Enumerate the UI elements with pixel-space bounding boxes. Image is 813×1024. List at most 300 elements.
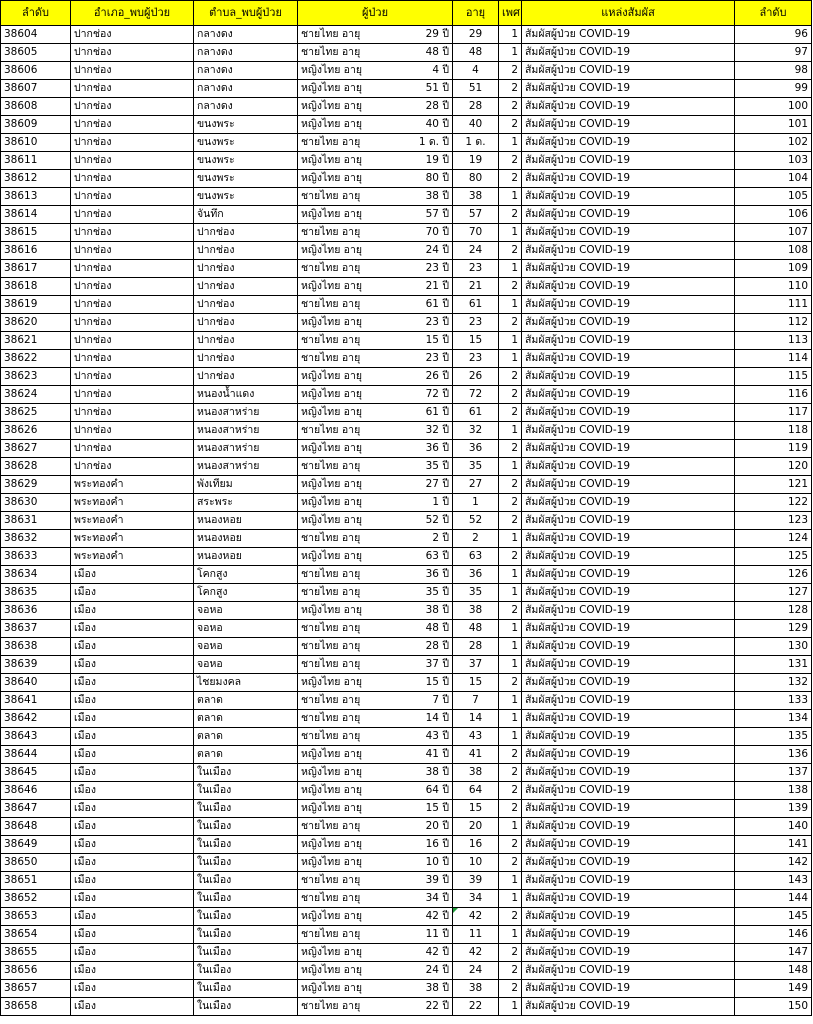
cell-seq[interactable]: 122 bbox=[735, 494, 812, 512]
cell-age[interactable] bbox=[453, 206, 499, 224]
cell-age[interactable] bbox=[453, 494, 499, 512]
cell-no[interactable]: 38620 bbox=[1, 314, 71, 332]
cell-seq[interactable]: 119 bbox=[735, 440, 812, 458]
cell-no[interactable]: 38641 bbox=[1, 692, 71, 710]
cell-district[interactable]: เมือง bbox=[71, 782, 194, 800]
cell-no[interactable]: 38656 bbox=[1, 962, 71, 980]
cell-patient[interactable] bbox=[298, 476, 453, 494]
cell-sex[interactable]: 1 bbox=[499, 872, 522, 890]
cell-subdistrict[interactable]: หนองสาหร่าย bbox=[194, 458, 298, 476]
cell-source[interactable]: สัมผัสผู้ป่วย COVID-19 bbox=[522, 908, 735, 926]
cell-sex[interactable]: 2 bbox=[499, 962, 522, 980]
cell-age[interactable] bbox=[453, 260, 499, 278]
cell-no[interactable]: 38613 bbox=[1, 188, 71, 206]
cell-patient[interactable] bbox=[298, 440, 453, 458]
cell-no[interactable]: 38643 bbox=[1, 728, 71, 746]
cell-source[interactable]: สัมผัสผู้ป่วย COVID-19 bbox=[522, 332, 735, 350]
cell-no[interactable]: 38629 bbox=[1, 476, 71, 494]
cell-no[interactable]: 38638 bbox=[1, 638, 71, 656]
cell-patient[interactable] bbox=[298, 170, 453, 188]
cell-sex[interactable]: 1 bbox=[499, 26, 522, 44]
cell-no[interactable]: 38614 bbox=[1, 206, 71, 224]
cell-subdistrict[interactable]: ในเมือง bbox=[194, 764, 298, 782]
cell-district[interactable]: ปากช่อง bbox=[71, 98, 194, 116]
cell-sex[interactable]: 1 bbox=[499, 458, 522, 476]
cell-patient[interactable] bbox=[298, 656, 453, 674]
cell-district[interactable]: ปากช่อง bbox=[71, 458, 194, 476]
cell-district[interactable]: เมือง bbox=[71, 602, 194, 620]
cell-sex[interactable]: 1 bbox=[499, 188, 522, 206]
cell-patient[interactable] bbox=[298, 530, 453, 548]
cell-age[interactable] bbox=[453, 350, 499, 368]
cell-age[interactable] bbox=[453, 746, 499, 764]
cell-no[interactable]: 38649 bbox=[1, 836, 71, 854]
cell-seq[interactable]: 109 bbox=[735, 260, 812, 278]
cell-seq[interactable]: 120 bbox=[735, 458, 812, 476]
cell-subdistrict[interactable]: หนองหอย bbox=[194, 548, 298, 566]
cell-seq[interactable]: 108 bbox=[735, 242, 812, 260]
cell-source[interactable]: สัมผัสผู้ป่วย COVID-19 bbox=[522, 206, 735, 224]
cell-age[interactable] bbox=[453, 422, 499, 440]
cell-source[interactable]: สัมผัสผู้ป่วย COVID-19 bbox=[522, 980, 735, 998]
cell-seq[interactable]: 139 bbox=[735, 800, 812, 818]
cell-age[interactable] bbox=[453, 800, 499, 818]
cell-age[interactable] bbox=[453, 620, 499, 638]
cell-source[interactable]: สัมผัสผู้ป่วย COVID-19 bbox=[522, 350, 735, 368]
cell-sex[interactable]: 1 bbox=[499, 350, 522, 368]
cell-district[interactable]: ปากช่อง bbox=[71, 422, 194, 440]
cell-sex[interactable]: 2 bbox=[499, 746, 522, 764]
cell-seq[interactable]: 150 bbox=[735, 998, 812, 1016]
cell-source[interactable]: สัมผัสผู้ป่วย COVID-19 bbox=[522, 584, 735, 602]
cell-source[interactable]: สัมผัสผู้ป่วย COVID-19 bbox=[522, 800, 735, 818]
header-no[interactable]: ลำดับ bbox=[1, 1, 71, 26]
cell-subdistrict[interactable]: หนองหอย bbox=[194, 512, 298, 530]
cell-seq[interactable]: 114 bbox=[735, 350, 812, 368]
cell-patient[interactable] bbox=[298, 818, 453, 836]
cell-age[interactable] bbox=[453, 440, 499, 458]
cell-sex[interactable]: 2 bbox=[499, 674, 522, 692]
cell-subdistrict[interactable]: ขนงพระ bbox=[194, 134, 298, 152]
cell-subdistrict[interactable]: จอหอ bbox=[194, 602, 298, 620]
cell-no[interactable]: 38644 bbox=[1, 746, 71, 764]
cell-seq[interactable]: 121 bbox=[735, 476, 812, 494]
cell-subdistrict[interactable]: กลางดง bbox=[194, 62, 298, 80]
cell-source[interactable]: สัมผัสผู้ป่วย COVID-19 bbox=[522, 710, 735, 728]
cell-sex[interactable]: 1 bbox=[499, 620, 522, 638]
cell-district[interactable]: พระทองคำ bbox=[71, 512, 194, 530]
cell-age[interactable] bbox=[453, 584, 499, 602]
cell-subdistrict[interactable]: ตลาด bbox=[194, 746, 298, 764]
cell-patient[interactable] bbox=[298, 98, 453, 116]
cell-subdistrict[interactable]: ปากช่อง bbox=[194, 314, 298, 332]
cell-seq[interactable]: 126 bbox=[735, 566, 812, 584]
cell-sex[interactable]: 2 bbox=[499, 908, 522, 926]
cell-sex[interactable]: 2 bbox=[499, 278, 522, 296]
cell-no[interactable]: 38619 bbox=[1, 296, 71, 314]
cell-subdistrict[interactable]: โคกสูง bbox=[194, 584, 298, 602]
cell-no[interactable]: 38657 bbox=[1, 980, 71, 998]
cell-no[interactable]: 38634 bbox=[1, 566, 71, 584]
cell-district[interactable]: ปากช่อง bbox=[71, 404, 194, 422]
cell-sex[interactable]: 2 bbox=[499, 854, 522, 872]
cell-district[interactable]: ปากช่อง bbox=[71, 62, 194, 80]
cell-subdistrict[interactable]: ในเมือง bbox=[194, 944, 298, 962]
cell-age[interactable] bbox=[453, 62, 499, 80]
header-sex[interactable]: เพศ bbox=[499, 1, 522, 26]
cell-district[interactable]: เมือง bbox=[71, 746, 194, 764]
cell-source[interactable]: สัมผัสผู้ป่วย COVID-19 bbox=[522, 278, 735, 296]
cell-age[interactable] bbox=[453, 872, 499, 890]
cell-sex[interactable]: 2 bbox=[499, 800, 522, 818]
cell-no[interactable]: 38615 bbox=[1, 224, 71, 242]
cell-patient[interactable] bbox=[298, 332, 453, 350]
cell-source[interactable]: สัมผัสผู้ป่วย COVID-19 bbox=[522, 116, 735, 134]
cell-seq[interactable]: 134 bbox=[735, 710, 812, 728]
cell-sex[interactable]: 2 bbox=[499, 386, 522, 404]
cell-patient[interactable] bbox=[298, 926, 453, 944]
cell-no[interactable]: 38651 bbox=[1, 872, 71, 890]
cell-source[interactable]: สัมผัสผู้ป่วย COVID-19 bbox=[522, 404, 735, 422]
cell-seq[interactable]: 117 bbox=[735, 404, 812, 422]
cell-district[interactable]: เมือง bbox=[71, 620, 194, 638]
cell-patient[interactable] bbox=[298, 368, 453, 386]
cell-seq[interactable]: 124 bbox=[735, 530, 812, 548]
cell-subdistrict[interactable]: ในเมือง bbox=[194, 998, 298, 1016]
cell-patient[interactable] bbox=[298, 602, 453, 620]
cell-patient[interactable] bbox=[298, 350, 453, 368]
cell-subdistrict[interactable]: ในเมือง bbox=[194, 980, 298, 998]
cell-sex[interactable]: 1 bbox=[499, 638, 522, 656]
cell-sex[interactable]: 2 bbox=[499, 764, 522, 782]
cell-age[interactable] bbox=[453, 728, 499, 746]
cell-sex[interactable]: 2 bbox=[499, 242, 522, 260]
cell-district[interactable]: ปากช่อง bbox=[71, 260, 194, 278]
cell-no[interactable]: 38636 bbox=[1, 602, 71, 620]
cell-subdistrict[interactable]: จอหอ bbox=[194, 620, 298, 638]
cell-age[interactable] bbox=[453, 44, 499, 62]
cell-patient[interactable] bbox=[298, 260, 453, 278]
cell-seq[interactable]: 123 bbox=[735, 512, 812, 530]
cell-no[interactable]: 38625 bbox=[1, 404, 71, 422]
cell-patient[interactable] bbox=[298, 422, 453, 440]
cell-subdistrict[interactable]: ปากช่อง bbox=[194, 242, 298, 260]
cell-district[interactable]: เมือง bbox=[71, 656, 194, 674]
cell-no[interactable]: 38652 bbox=[1, 890, 71, 908]
cell-subdistrict[interactable]: ขนงพระ bbox=[194, 188, 298, 206]
cell-district[interactable]: เมือง bbox=[71, 764, 194, 782]
cell-subdistrict[interactable]: ในเมือง bbox=[194, 872, 298, 890]
cell-sex[interactable]: 1 bbox=[499, 728, 522, 746]
cell-patient[interactable] bbox=[298, 728, 453, 746]
cell-patient[interactable] bbox=[298, 746, 453, 764]
cell-patient[interactable] bbox=[298, 800, 453, 818]
cell-source[interactable]: สัมผัสผู้ป่วย COVID-19 bbox=[522, 44, 735, 62]
cell-subdistrict[interactable]: ปากช่อง bbox=[194, 278, 298, 296]
cell-district[interactable]: ปากช่อง bbox=[71, 170, 194, 188]
cell-patient[interactable] bbox=[298, 962, 453, 980]
cell-subdistrict[interactable]: จอหอ bbox=[194, 656, 298, 674]
cell-no[interactable]: 38618 bbox=[1, 278, 71, 296]
cell-sex[interactable]: 2 bbox=[499, 116, 522, 134]
cell-no[interactable]: 38642 bbox=[1, 710, 71, 728]
cell-district[interactable]: ปากช่อง bbox=[71, 188, 194, 206]
cell-district[interactable]: เมือง bbox=[71, 728, 194, 746]
cell-source[interactable]: สัมผัสผู้ป่วย COVID-19 bbox=[522, 368, 735, 386]
cell-patient[interactable] bbox=[298, 764, 453, 782]
cell-patient[interactable] bbox=[298, 116, 453, 134]
cell-sex[interactable]: 1 bbox=[499, 224, 522, 242]
cell-age[interactable] bbox=[453, 314, 499, 332]
cell-age[interactable] bbox=[453, 278, 499, 296]
cell-sex[interactable]: 2 bbox=[499, 206, 522, 224]
cell-district[interactable]: เมือง bbox=[71, 566, 194, 584]
cell-patient[interactable] bbox=[298, 980, 453, 998]
cell-patient[interactable] bbox=[298, 998, 453, 1016]
cell-age[interactable] bbox=[453, 404, 499, 422]
cell-patient[interactable] bbox=[298, 224, 453, 242]
cell-seq[interactable]: 115 bbox=[735, 368, 812, 386]
cell-sex[interactable]: 2 bbox=[499, 782, 522, 800]
cell-sex[interactable]: 1 bbox=[499, 998, 522, 1016]
cell-patient[interactable] bbox=[298, 242, 453, 260]
cell-sex[interactable]: 1 bbox=[499, 656, 522, 674]
cell-seq[interactable]: 116 bbox=[735, 386, 812, 404]
cell-subdistrict[interactable]: ในเมือง bbox=[194, 890, 298, 908]
cell-district[interactable]: เมือง bbox=[71, 926, 194, 944]
cell-subdistrict[interactable]: ปากช่อง bbox=[194, 296, 298, 314]
cell-source[interactable]: สัมผัสผู้ป่วย COVID-19 bbox=[522, 386, 735, 404]
cell-patient[interactable] bbox=[298, 512, 453, 530]
cell-source[interactable]: สัมผัสผู้ป่วย COVID-19 bbox=[522, 962, 735, 980]
cell-no[interactable]: 38608 bbox=[1, 98, 71, 116]
cell-district[interactable]: เมือง bbox=[71, 638, 194, 656]
cell-source[interactable]: สัมผัสผู้ป่วย COVID-19 bbox=[522, 728, 735, 746]
cell-subdistrict[interactable]: ตลาด bbox=[194, 728, 298, 746]
cell-seq[interactable]: 128 bbox=[735, 602, 812, 620]
cell-patient[interactable] bbox=[298, 548, 453, 566]
cell-age[interactable] bbox=[453, 944, 499, 962]
cell-patient[interactable] bbox=[298, 620, 453, 638]
cell-no[interactable]: 38650 bbox=[1, 854, 71, 872]
cell-source[interactable]: สัมผัสผู้ป่วย COVID-19 bbox=[522, 674, 735, 692]
header-age[interactable]: อายุ bbox=[453, 1, 499, 26]
cell-district[interactable]: ปากช่อง bbox=[71, 296, 194, 314]
cell-subdistrict[interactable]: หนองสาหร่าย bbox=[194, 440, 298, 458]
cell-source[interactable]: สัมผัสผู้ป่วย COVID-19 bbox=[522, 764, 735, 782]
cell-no[interactable]: 38639 bbox=[1, 656, 71, 674]
cell-sex[interactable]: 1 bbox=[499, 710, 522, 728]
cell-no[interactable]: 38612 bbox=[1, 170, 71, 188]
cell-sex[interactable]: 1 bbox=[499, 296, 522, 314]
cell-district[interactable]: เมือง bbox=[71, 710, 194, 728]
cell-district[interactable]: ปากช่อง bbox=[71, 386, 194, 404]
cell-source[interactable]: สัมผัสผู้ป่วย COVID-19 bbox=[522, 314, 735, 332]
cell-source[interactable]: สัมผัสผู้ป่วย COVID-19 bbox=[522, 782, 735, 800]
cell-age[interactable] bbox=[453, 692, 499, 710]
cell-seq[interactable]: 101 bbox=[735, 116, 812, 134]
cell-seq[interactable]: 104 bbox=[735, 170, 812, 188]
cell-no[interactable]: 38616 bbox=[1, 242, 71, 260]
cell-source[interactable]: สัมผัสผู้ป่วย COVID-19 bbox=[522, 440, 735, 458]
cell-patient[interactable] bbox=[298, 944, 453, 962]
cell-sex[interactable]: 1 bbox=[499, 332, 522, 350]
cell-patient[interactable] bbox=[298, 872, 453, 890]
cell-age[interactable] bbox=[453, 386, 499, 404]
cell-sex[interactable]: 2 bbox=[499, 62, 522, 80]
cell-district[interactable]: เมือง bbox=[71, 818, 194, 836]
cell-no[interactable]: 38648 bbox=[1, 818, 71, 836]
cell-seq[interactable]: 140 bbox=[735, 818, 812, 836]
cell-district[interactable]: ปากช่อง bbox=[71, 26, 194, 44]
cell-patient[interactable] bbox=[298, 26, 453, 44]
cell-age[interactable] bbox=[453, 296, 499, 314]
cell-sex[interactable]: 2 bbox=[499, 440, 522, 458]
cell-no[interactable]: 38607 bbox=[1, 80, 71, 98]
cell-seq[interactable]: 96 bbox=[735, 26, 812, 44]
cell-patient[interactable] bbox=[298, 458, 453, 476]
cell-no[interactable]: 38628 bbox=[1, 458, 71, 476]
cell-sex[interactable]: 2 bbox=[499, 944, 522, 962]
cell-source[interactable]: สัมผัสผู้ป่วย COVID-19 bbox=[522, 134, 735, 152]
cell-no[interactable]: 38645 bbox=[1, 764, 71, 782]
cell-source[interactable]: สัมผัสผู้ป่วย COVID-19 bbox=[522, 926, 735, 944]
cell-subdistrict[interactable]: จันทึก bbox=[194, 206, 298, 224]
cell-sex[interactable]: 2 bbox=[499, 836, 522, 854]
cell-subdistrict[interactable]: กลางดง bbox=[194, 26, 298, 44]
cell-district[interactable]: พระทองคำ bbox=[71, 476, 194, 494]
cell-seq[interactable]: 144 bbox=[735, 890, 812, 908]
cell-age[interactable] bbox=[453, 98, 499, 116]
cell-no[interactable]: 38630 bbox=[1, 494, 71, 512]
cell-district[interactable]: เมือง bbox=[71, 908, 194, 926]
cell-source[interactable]: สัมผัสผู้ป่วย COVID-19 bbox=[522, 602, 735, 620]
cell-subdistrict[interactable]: ปากช่อง bbox=[194, 350, 298, 368]
cell-subdistrict[interactable]: ในเมือง bbox=[194, 962, 298, 980]
cell-district[interactable]: ปากช่อง bbox=[71, 224, 194, 242]
cell-source[interactable]: สัมผัสผู้ป่วย COVID-19 bbox=[522, 854, 735, 872]
cell-age[interactable] bbox=[453, 242, 499, 260]
cell-no[interactable]: 38635 bbox=[1, 584, 71, 602]
cell-sex[interactable]: 1 bbox=[499, 926, 522, 944]
cell-age[interactable] bbox=[453, 854, 499, 872]
cell-seq[interactable]: 107 bbox=[735, 224, 812, 242]
cell-patient[interactable] bbox=[298, 296, 453, 314]
cell-age[interactable] bbox=[453, 818, 499, 836]
cell-no[interactable]: 38610 bbox=[1, 134, 71, 152]
cell-subdistrict[interactable]: ในเมือง bbox=[194, 818, 298, 836]
cell-age[interactable] bbox=[453, 188, 499, 206]
cell-subdistrict[interactable]: ปากช่อง bbox=[194, 368, 298, 386]
cell-district[interactable]: เมือง bbox=[71, 836, 194, 854]
cell-age[interactable] bbox=[453, 710, 499, 728]
cell-source[interactable]: สัมผัสผู้ป่วย COVID-19 bbox=[522, 746, 735, 764]
cell-age[interactable] bbox=[453, 656, 499, 674]
cell-district[interactable]: ปากช่อง bbox=[71, 116, 194, 134]
cell-district[interactable]: ปากช่อง bbox=[71, 368, 194, 386]
cell-source[interactable]: สัมผัสผู้ป่วย COVID-19 bbox=[522, 872, 735, 890]
cell-seq[interactable]: 103 bbox=[735, 152, 812, 170]
cell-patient[interactable] bbox=[298, 152, 453, 170]
cell-patient[interactable] bbox=[298, 188, 453, 206]
cell-seq[interactable]: 99 bbox=[735, 80, 812, 98]
cell-no[interactable]: 38622 bbox=[1, 350, 71, 368]
cell-district[interactable]: เมือง bbox=[71, 872, 194, 890]
cell-age[interactable] bbox=[453, 80, 499, 98]
cell-patient[interactable] bbox=[298, 314, 453, 332]
cell-age[interactable] bbox=[453, 152, 499, 170]
cell-no[interactable]: 38646 bbox=[1, 782, 71, 800]
cell-source[interactable]: สัมผัสผู้ป่วย COVID-19 bbox=[522, 548, 735, 566]
cell-patient[interactable] bbox=[298, 890, 453, 908]
cell-source[interactable]: สัมผัสผู้ป่วย COVID-19 bbox=[522, 638, 735, 656]
cell-patient[interactable] bbox=[298, 674, 453, 692]
cell-seq[interactable]: 106 bbox=[735, 206, 812, 224]
header-district[interactable]: อำเภอ_พบผู้ป่วย bbox=[71, 1, 194, 26]
cell-district[interactable]: พระทองคำ bbox=[71, 548, 194, 566]
cell-seq[interactable]: 148 bbox=[735, 962, 812, 980]
cell-seq[interactable]: 137 bbox=[735, 764, 812, 782]
cell-patient[interactable] bbox=[298, 836, 453, 854]
cell-patient[interactable] bbox=[298, 404, 453, 422]
cell-source[interactable]: สัมผัสผู้ป่วย COVID-19 bbox=[522, 458, 735, 476]
cell-sex[interactable]: 1 bbox=[499, 566, 522, 584]
cell-no[interactable]: 38647 bbox=[1, 800, 71, 818]
cell-sex[interactable]: 2 bbox=[499, 368, 522, 386]
cell-sex[interactable]: 2 bbox=[499, 80, 522, 98]
cell-district[interactable]: ปากช่อง bbox=[71, 152, 194, 170]
cell-age[interactable] bbox=[453, 980, 499, 998]
cell-sex[interactable]: 2 bbox=[499, 548, 522, 566]
cell-source[interactable]: สัมผัสผู้ป่วย COVID-19 bbox=[522, 476, 735, 494]
cell-district[interactable]: ปากช่อง bbox=[71, 80, 194, 98]
cell-seq[interactable]: 125 bbox=[735, 548, 812, 566]
cell-age[interactable] bbox=[453, 332, 499, 350]
cell-seq[interactable]: 141 bbox=[735, 836, 812, 854]
cell-sex[interactable]: 2 bbox=[499, 170, 522, 188]
cell-seq[interactable]: 147 bbox=[735, 944, 812, 962]
cell-source[interactable]: สัมผัสผู้ป่วย COVID-19 bbox=[522, 224, 735, 242]
cell-subdistrict[interactable]: ขนงพระ bbox=[194, 170, 298, 188]
cell-district[interactable]: เมือง bbox=[71, 944, 194, 962]
cell-no[interactable]: 38637 bbox=[1, 620, 71, 638]
cell-source[interactable]: สัมผัสผู้ป่วย COVID-19 bbox=[522, 296, 735, 314]
cell-seq[interactable]: 110 bbox=[735, 278, 812, 296]
cell-patient[interactable] bbox=[298, 908, 453, 926]
cell-seq[interactable]: 100 bbox=[735, 98, 812, 116]
cell-no[interactable]: 38621 bbox=[1, 332, 71, 350]
cell-seq[interactable]: 98 bbox=[735, 62, 812, 80]
cell-seq[interactable]: 113 bbox=[735, 332, 812, 350]
cell-district[interactable]: เมือง bbox=[71, 584, 194, 602]
cell-age[interactable] bbox=[453, 764, 499, 782]
cell-sex[interactable]: 1 bbox=[499, 260, 522, 278]
cell-seq[interactable]: 105 bbox=[735, 188, 812, 206]
cell-seq[interactable]: 136 bbox=[735, 746, 812, 764]
cell-source[interactable]: สัมผัสผู้ป่วย COVID-19 bbox=[522, 944, 735, 962]
cell-subdistrict[interactable]: ในเมือง bbox=[194, 854, 298, 872]
cell-seq[interactable]: 130 bbox=[735, 638, 812, 656]
cell-district[interactable]: เมือง bbox=[71, 692, 194, 710]
cell-sex[interactable]: 1 bbox=[499, 44, 522, 62]
cell-patient[interactable] bbox=[298, 692, 453, 710]
cell-sex[interactable]: 2 bbox=[499, 512, 522, 530]
cell-sex[interactable]: 2 bbox=[499, 980, 522, 998]
cell-source[interactable]: สัมผัสผู้ป่วย COVID-19 bbox=[522, 512, 735, 530]
cell-district[interactable]: เมือง bbox=[71, 962, 194, 980]
cell-patient[interactable] bbox=[298, 638, 453, 656]
cell-sex[interactable]: 1 bbox=[499, 134, 522, 152]
